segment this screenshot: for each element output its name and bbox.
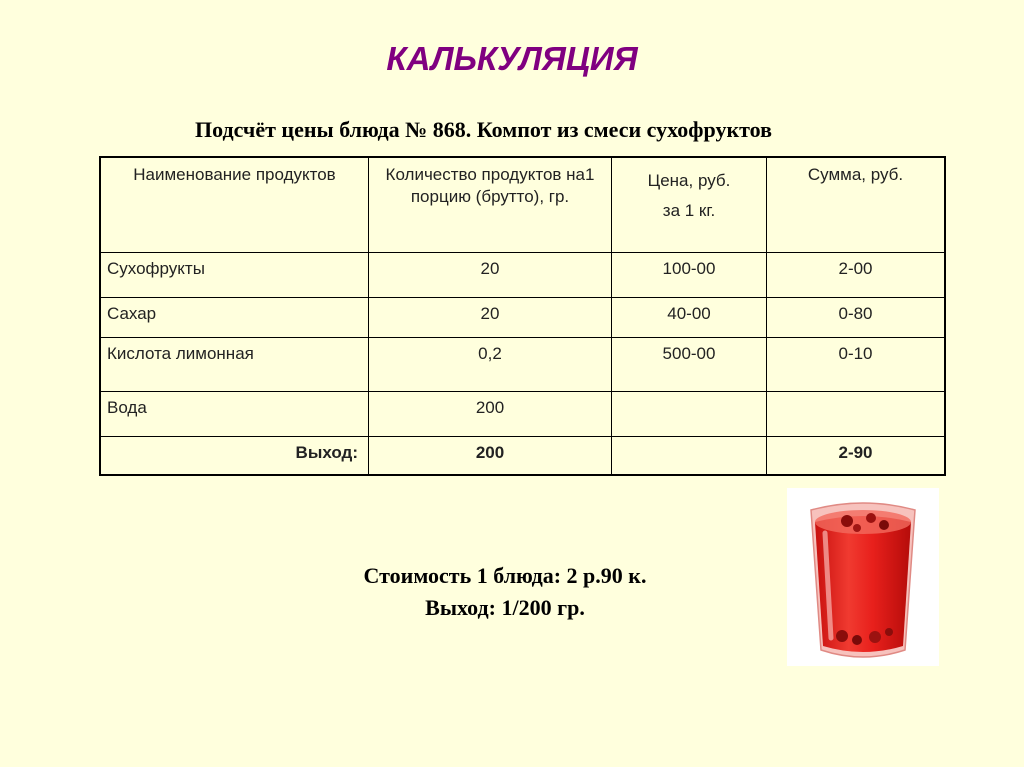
dish-subtitle: Подсчёт цены блюда № 868. Компот из смеси сухофруктов xyxy=(195,117,772,142)
row-price: 500-00 xyxy=(612,338,767,392)
header-quantity: Количество продуктов на1 порцию (брутто), гр. xyxy=(369,157,612,253)
row-sum: 0-10 xyxy=(767,338,946,392)
row-sum: 2-00 xyxy=(767,253,946,298)
header-price-line2: за 1 кг. xyxy=(662,200,716,220)
header-price-line1: Цена, руб. xyxy=(647,171,731,190)
table-row xyxy=(100,298,945,338)
calculation-table xyxy=(99,156,946,476)
total-quantity: 200 xyxy=(369,437,612,476)
total-sum: 2-90 xyxy=(767,437,946,476)
row-price: 40-00 xyxy=(612,298,767,338)
total-price xyxy=(612,437,767,476)
header-name: Наименование продуктов xyxy=(100,157,369,253)
row-name: Кислота лимонная xyxy=(100,338,369,392)
row-price xyxy=(612,392,767,437)
row-quantity: 20 xyxy=(369,253,612,298)
header-price xyxy=(612,157,767,253)
row-name: Сахар xyxy=(100,298,369,338)
slide-title: КАЛЬКУЛЯЦИЯ xyxy=(386,40,638,77)
compote-glass-image xyxy=(787,488,939,666)
total-label: Выход: xyxy=(100,437,369,476)
row-sum: 0-80 xyxy=(767,298,946,338)
row-name: Сухофрукты xyxy=(100,253,369,298)
row-quantity: 200 xyxy=(369,392,612,437)
glass-of-compote-icon xyxy=(787,488,939,666)
table-row xyxy=(100,253,945,298)
table-row xyxy=(100,338,945,392)
cost-per-dish: Стоимость 1 блюда: 2 р.90 к. xyxy=(363,563,647,588)
row-price: 100-00 xyxy=(612,253,767,298)
row-quantity: 20 xyxy=(369,298,612,338)
dish-yield: Выход: 1/200 гр. xyxy=(425,595,585,620)
row-quantity: 0,2 xyxy=(369,338,612,392)
table-row xyxy=(100,392,945,437)
total-row xyxy=(100,437,945,476)
row-sum xyxy=(767,392,946,437)
header-sum: Сумма, руб. xyxy=(767,157,946,253)
table-header-row xyxy=(100,157,945,253)
row-name: Вода xyxy=(100,392,369,437)
